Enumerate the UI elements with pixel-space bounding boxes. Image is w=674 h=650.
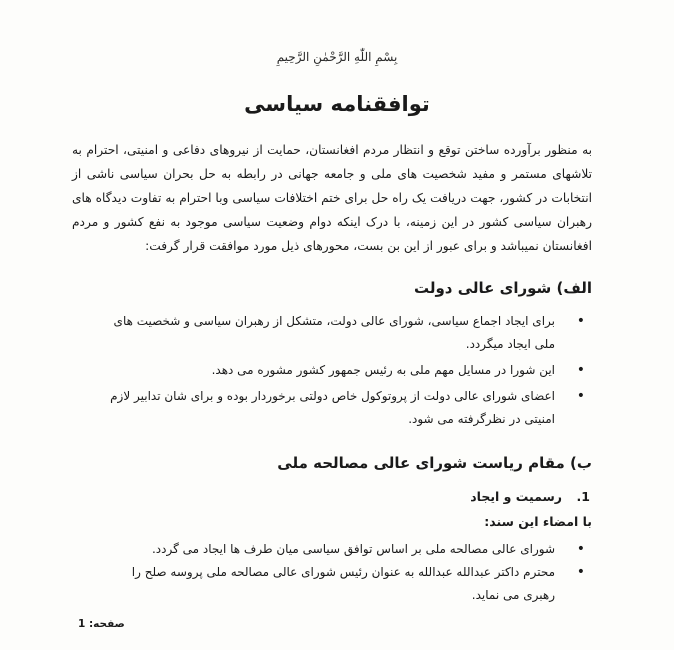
list-item: • شورای عالی مصالحه ملی بر اساس توافق سیاسی میان طرف ها ایجاد می گردد.	[104, 538, 589, 561]
section-a-heading: الف) شورای عالی دولت	[413, 279, 592, 297]
subsection-number: 1.	[576, 489, 590, 504]
list-item: • این شورا در مسایل مهم ملی به رئیس جمهور کشور مشوره می دهد.	[104, 359, 589, 382]
page-footer	[78, 618, 125, 630]
subsection-title-text: رسمیت و ایجاد	[470, 489, 562, 504]
subsection-label: با امضاء این سند:	[484, 514, 592, 529]
basmala-header: بِسْمِ اللّٰهِ الرَّحْمٰنِ الرَّحِیمِ	[276, 50, 398, 64]
page-label: صفحه:	[88, 618, 125, 630]
document-title: توافقنامه سیاسی	[244, 92, 430, 116]
list-item: • اعضای شورای عالی دولت از پروتوکول خاص دولتی برخوردار بوده و برای شان تدابیر لازم امنیتی در نظرگرفته می شود.	[104, 385, 589, 431]
section-a-list	[104, 310, 589, 434]
section-b-list	[104, 538, 589, 607]
list-item: • برای ایجاد اجماع سیاسی، شورای عالی دولت، متشکل از رهبران سیاسی و شخصیت های ملی ایجاد میگردد.	[104, 310, 589, 356]
subsection-title	[470, 489, 590, 504]
intro-paragraph: به منظور برآورده ساختن توقع و انتظار مردم افغانستان، حمایت از نیروهای دفاعی و امنیتی، احترام به تلاشهای مستمر و مفید شخصیت های ملی و جامعه جهانی در رابطه به حل بحران سیاسی ناشی از انتخابات در کشور، جهت دریافت یک راه حل برای ختم اختلافات سیاسی وبا احترام به تفاوت دیدگاه های رهبران سیاسی کشور در این زمینه، با درک اینکه دوام وضعیت سیاسی موجود به نفع کشور و مردم افغانستان نمیباشد و برای عبور از این بن بست، محورهای ذیل مورد موافقت قرار گرفت:	[72, 143, 592, 253]
section-b-heading: ب) مقام ریاست شورای عالی مصالحه ملی	[277, 454, 592, 472]
list-item: • محترم داکتر عبدالله عبدالله به عنوان رئیس شورای عالی مصالحه ملی پروسه صلح را رهبری می نماید.	[104, 561, 589, 607]
page-number: 1	[78, 618, 86, 630]
